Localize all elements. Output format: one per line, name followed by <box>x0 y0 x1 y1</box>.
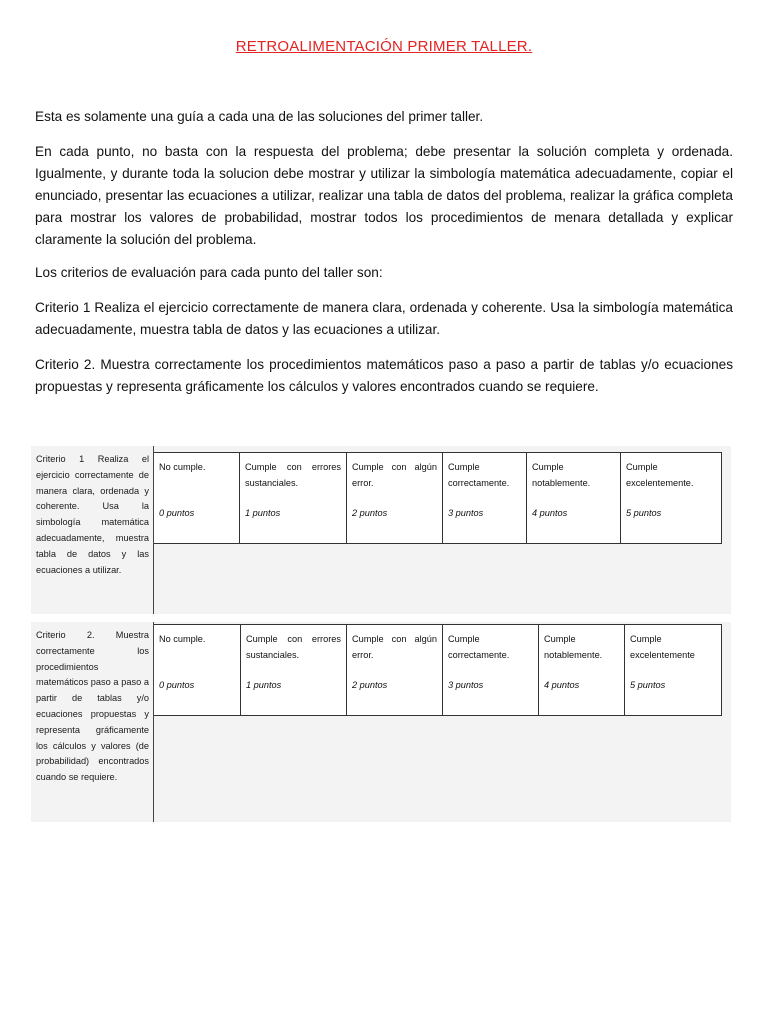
level-points: 2 puntos <box>352 680 388 690</box>
level-cell <box>621 453 721 543</box>
level-label: Cumple correctamente. <box>448 462 510 488</box>
level-cell <box>539 625 625 715</box>
criterion-1-paragraph: Criterio 1 Realiza el ejercicio correctamente de manera clara, ordenada y coherente. Usa la simbología matemática adecuadamente, muestra tabla de datos y las ecuaciones a utilizar. <box>35 300 733 337</box>
level-label: Cumple correctamente. <box>448 634 510 660</box>
level-points: 0 puntos <box>159 680 195 690</box>
level-cell <box>347 625 443 715</box>
level-points: 4 puntos <box>532 508 568 518</box>
criteria-intro-paragraph: Los criterios de evaluación para cada punto del taller son: <box>35 265 383 280</box>
level-points: 5 puntos <box>626 508 662 518</box>
level-cell <box>443 453 527 543</box>
level-cell <box>154 625 241 715</box>
instructions-paragraph: En cada punto, no basta con la respuesta del problema; debe presentar la solución completa y ordenada. Igualmente, y durante toda la solucion debe mostrar y utilizar la simbología matemática adecuadamente, copiar el enunciado, presentar las ecuaciones a utilizar, realizar una tabla de datos del problema, realizar la gráfica completa para mostrar los valores de probabilidad, mostrar todos los procedimientos de menara detallada y explicar claramente la solución del problema. <box>35 144 733 247</box>
level-label: Cumple excelentemente. <box>626 462 694 488</box>
level-points: 2 puntos <box>352 508 388 518</box>
level-label: Cumple notablemente. <box>532 462 591 488</box>
level-points: 1 puntos <box>245 508 281 518</box>
criterion-description: Criterio 1 Realiza el ejercicio correctamente de manera clara, ordenada y coherente. Usa la simbología matemática adecuadamente, muestra tabla de datos y las ecuaciones a utilizar. <box>31 446 154 614</box>
level-label: No cumple. <box>159 462 206 472</box>
document-title: RETROALIMENTACIÓN PRIMER TALLER. <box>235 38 533 55</box>
level-points: 4 puntos <box>544 680 580 690</box>
level-label: No cumple. <box>159 634 206 644</box>
level-cell <box>154 453 240 543</box>
level-points: 3 puntos <box>448 508 484 518</box>
level-cell <box>443 625 539 715</box>
level-label: Cumple con algún error. <box>352 462 437 488</box>
rubric-table-criterion-1 <box>31 446 731 614</box>
rubric-levels <box>154 452 722 544</box>
level-points: 3 puntos <box>448 680 484 690</box>
level-cell <box>625 625 721 715</box>
level-cell <box>347 453 443 543</box>
level-label: Cumple con errores sustanciales. <box>245 462 341 488</box>
level-label: Cumple notablemente. <box>544 634 603 660</box>
rubric-levels <box>154 624 722 716</box>
intro-paragraph: Esta es solamente una guía a cada una de las soluciones del primer taller. <box>35 109 484 124</box>
level-cell <box>527 453 621 543</box>
rubric-table-criterion-2 <box>31 622 731 822</box>
level-cell <box>240 453 347 543</box>
level-points: 5 puntos <box>630 680 666 690</box>
level-points: 1 puntos <box>246 680 282 690</box>
level-points: 0 puntos <box>159 508 195 518</box>
level-label: Cumple con errores sustanciales. <box>246 634 341 660</box>
level-label: Cumple excelentemente <box>630 634 695 660</box>
level-label: Cumple con algún error. <box>352 634 437 660</box>
level-cell <box>241 625 347 715</box>
criterion-2-paragraph: Criterio 2. Muestra correctamente los procedimientos matemáticos paso a paso a partir de tablas y/o ecuaciones propuestas y representa gráficamente los cálculos y valores encontrados cuando se requiere. <box>35 357 733 394</box>
criterion-description: Criterio 2. Muestra correctamente los procedimientos matemáticos paso a paso a partir de tablas y/o ecuaciones propuestas y representa gráficamente los cálculos y valores (de probabilidad) encontrados cuando se requiere. <box>31 622 154 822</box>
